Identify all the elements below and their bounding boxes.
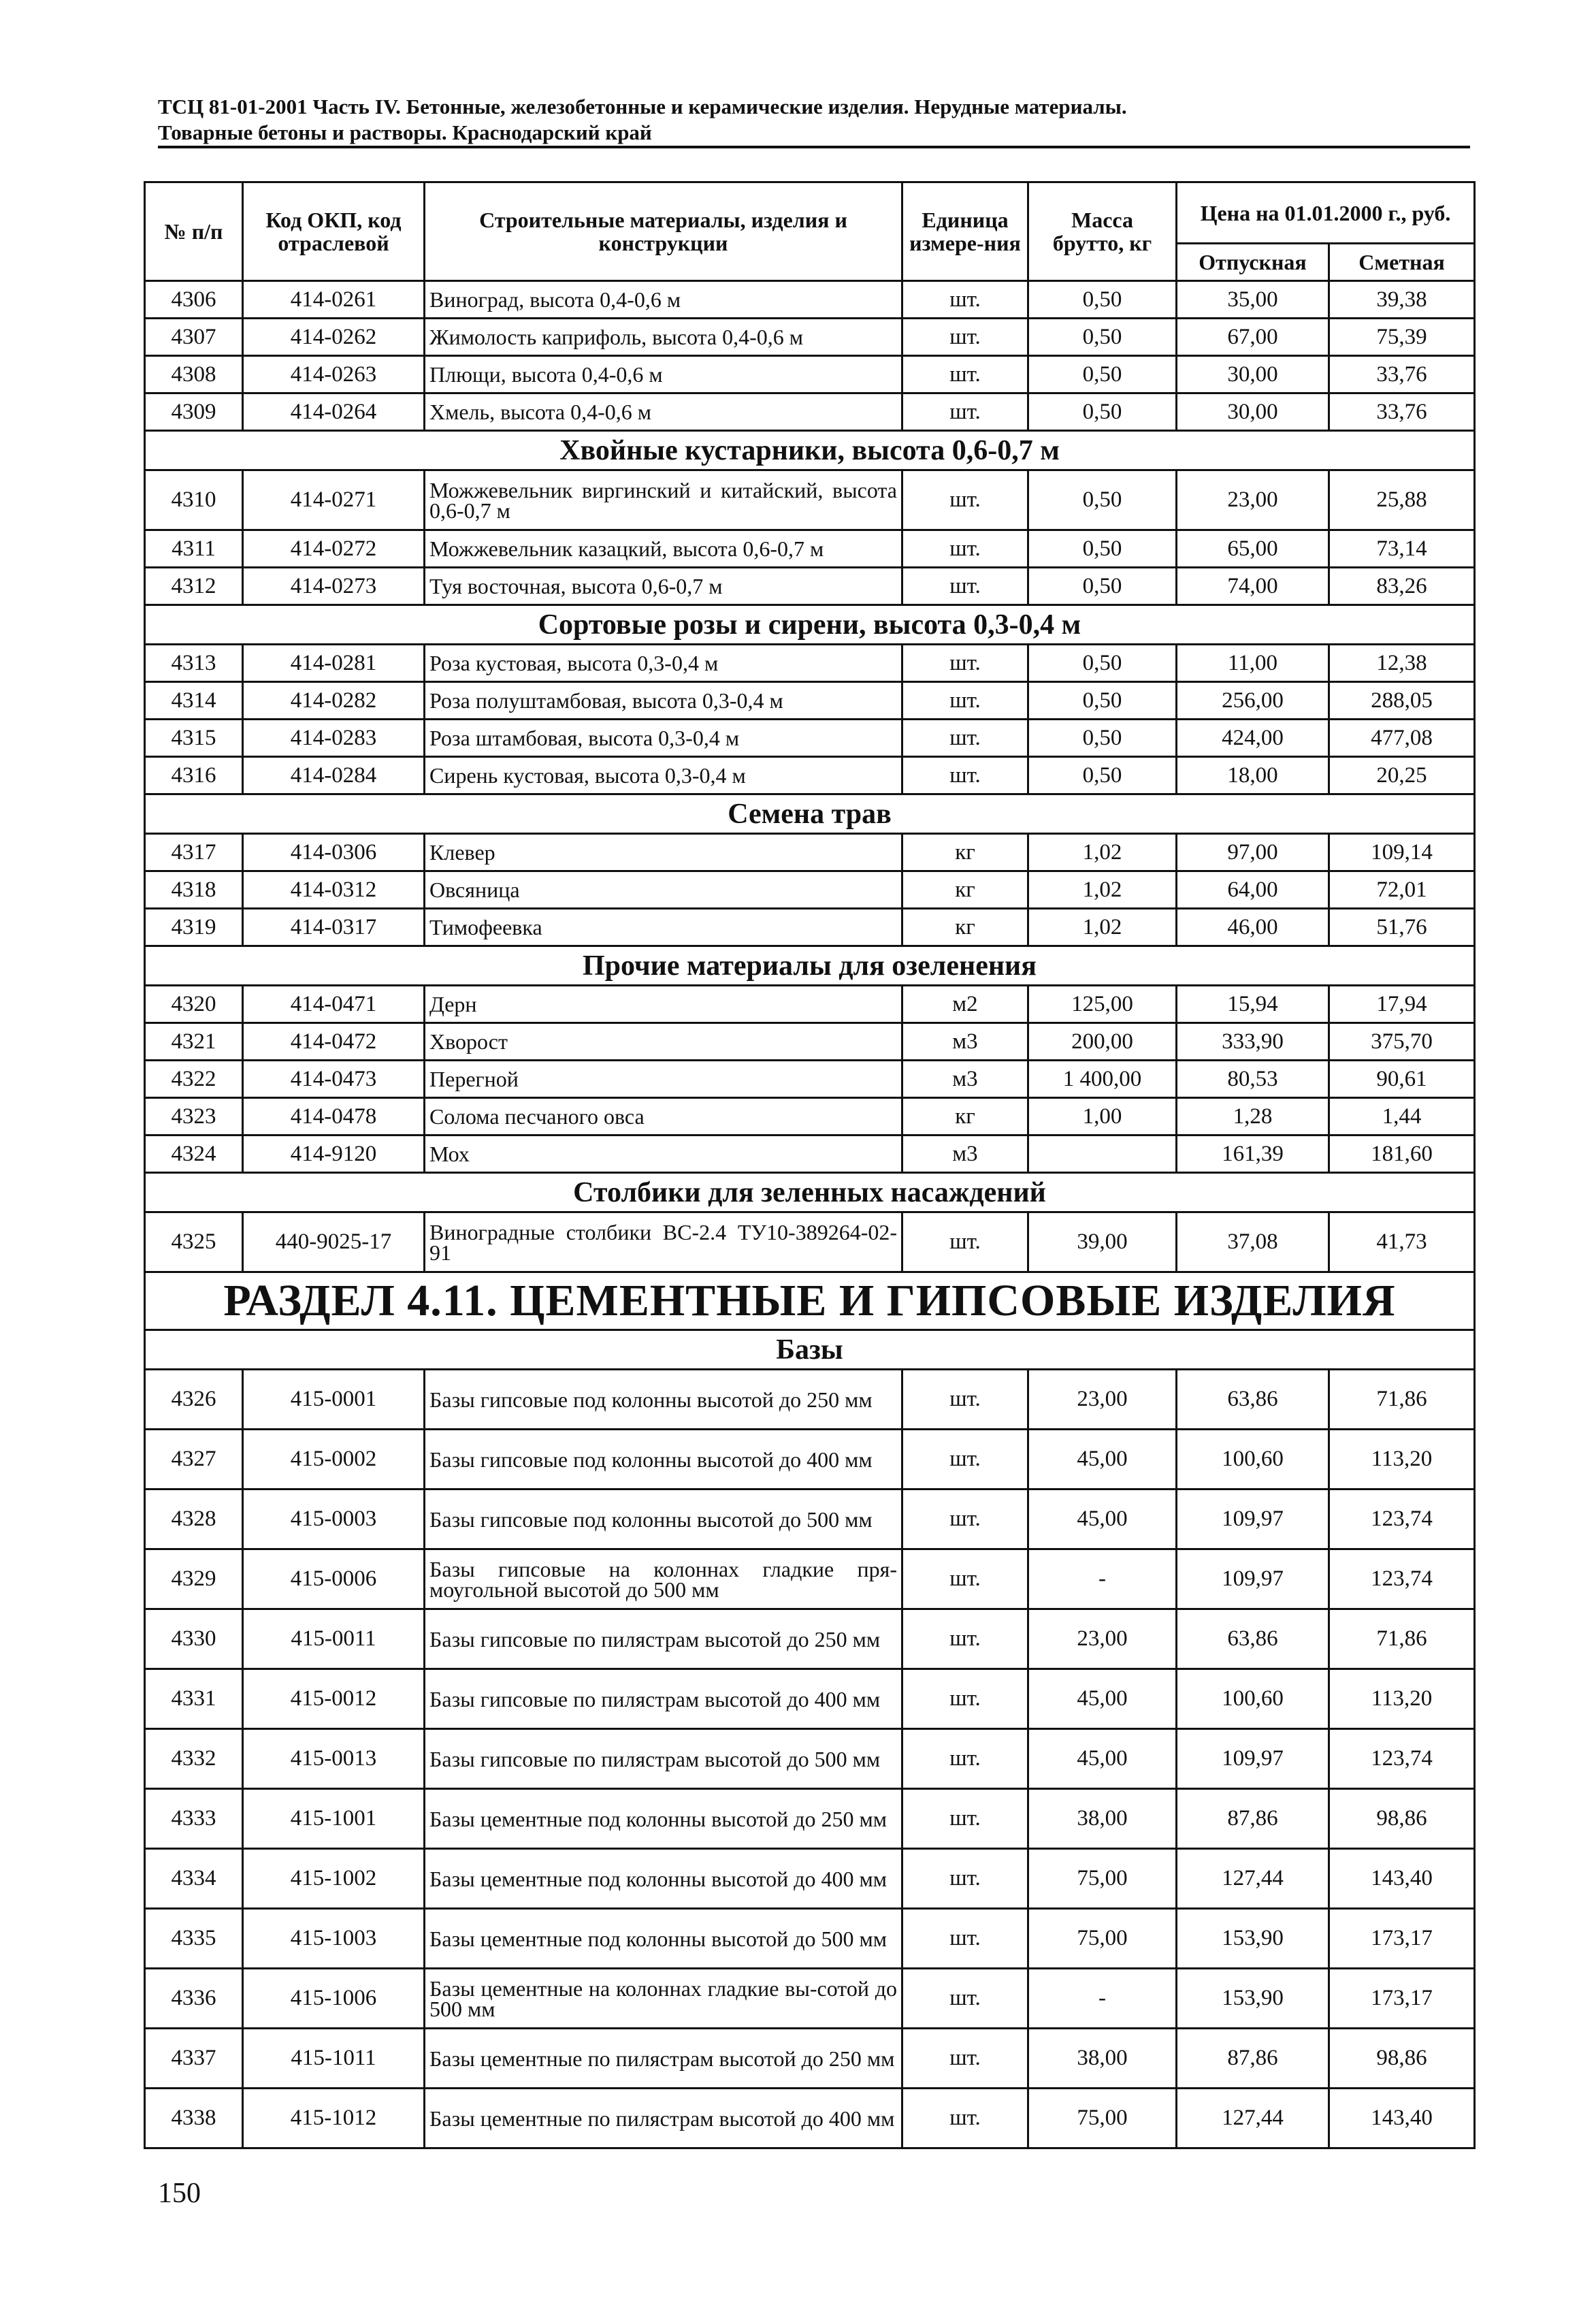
cell-num: 4338	[145, 2089, 243, 2148]
cell-num: 4312	[145, 568, 243, 605]
cell-mass: 0,50	[1028, 281, 1177, 319]
cell-name: Мох	[425, 1136, 902, 1173]
cell-mass: 1,00	[1028, 1098, 1177, 1136]
table-row	[145, 1609, 1475, 1669]
col-header-name: Строительные материалы, изделия и конструкции	[425, 182, 902, 281]
cell-num: 4310	[145, 470, 243, 530]
cell-unit: шт.	[902, 530, 1028, 568]
section-heading: РАЗДЕЛ 4.11. ЦЕМЕНТНЫЕ И ГИПСОВЫЕ ИЗДЕЛИЯ	[145, 1272, 1475, 1330]
cell-release-price: 153,90	[1177, 1909, 1329, 1969]
table-row	[145, 2029, 1475, 2089]
cell-num: 4334	[145, 1849, 243, 1909]
cell-release-price: 153,90	[1177, 1969, 1329, 2029]
cell-mass: 45,00	[1028, 1729, 1177, 1789]
table-row	[145, 1789, 1475, 1849]
cell-estimate-price: 75,39	[1329, 319, 1475, 356]
cell-mass: 200,00	[1028, 1023, 1177, 1061]
cell-code: 414-0317	[243, 909, 425, 946]
cell-name: Хмель, высота 0,4-0,6 м	[425, 393, 902, 431]
category-row	[145, 431, 1475, 470]
cell-unit: шт.	[902, 1669, 1028, 1729]
cell-unit: шт.	[902, 1212, 1028, 1272]
cell-release-price: 35,00	[1177, 281, 1329, 319]
cell-mass: 0,50	[1028, 568, 1177, 605]
cell-num: 4313	[145, 645, 243, 682]
cell-num: 4327	[145, 1430, 243, 1489]
table-row	[145, 720, 1475, 757]
cell-name: Базы гипсовые по пилястрам высотой до 250 мм	[425, 1609, 902, 1669]
cell-mass: 0,50	[1028, 356, 1177, 393]
table-row	[145, 1061, 1475, 1098]
cell-num: 4323	[145, 1098, 243, 1136]
cell-unit: шт.	[902, 1909, 1028, 1969]
cell-unit: шт.	[902, 1969, 1028, 2029]
cell-estimate-price: 288,05	[1329, 682, 1475, 720]
cell-name: Дерн	[425, 986, 902, 1023]
table-row	[145, 1969, 1475, 2029]
cell-estimate-price: 71,86	[1329, 1370, 1475, 1430]
cell-estimate-price: 173,17	[1329, 1969, 1475, 2029]
table-row	[145, 1136, 1475, 1173]
cell-name: Виноградные столбики ВС-2.4 ТУ10-389264-02-91	[425, 1212, 902, 1272]
table-row	[145, 909, 1475, 946]
cell-mass: 0,50	[1028, 682, 1177, 720]
cell-release-price: 161,39	[1177, 1136, 1329, 1173]
cell-num: 4307	[145, 319, 243, 356]
cell-estimate-price: 25,88	[1329, 470, 1475, 530]
cell-code: 415-1006	[243, 1969, 425, 2029]
cell-release-price: 30,00	[1177, 393, 1329, 431]
cell-estimate-price: 109,14	[1329, 834, 1475, 871]
cell-code: 414-0478	[243, 1098, 425, 1136]
header-rule	[158, 146, 1470, 148]
cell-estimate-price: 41,73	[1329, 1212, 1475, 1272]
table-row	[145, 1098, 1475, 1136]
cell-code: 414-0272	[243, 530, 425, 568]
cell-unit: шт.	[902, 568, 1028, 605]
cell-release-price: 333,90	[1177, 1023, 1329, 1061]
document-header	[158, 94, 1471, 146]
cell-code: 415-0012	[243, 1669, 425, 1729]
cell-release-price: 23,00	[1177, 470, 1329, 530]
cell-unit: шт.	[902, 682, 1028, 720]
cell-code: 414-0262	[243, 319, 425, 356]
cell-name: Базы цементные под колонны высотой до 250 мм	[425, 1789, 902, 1849]
cell-release-price: 74,00	[1177, 568, 1329, 605]
table-row	[145, 356, 1475, 393]
cell-code: 414-0306	[243, 834, 425, 871]
cell-mass: 38,00	[1028, 2029, 1177, 2089]
cell-mass: 0,50	[1028, 757, 1177, 794]
cell-name: Базы гипсовые на колоннах гладкие пря-моугольной высотой до 500 мм	[425, 1549, 902, 1609]
cell-estimate-price: 98,86	[1329, 2029, 1475, 2089]
section-heading-row	[145, 1272, 1475, 1330]
cell-unit: шт.	[902, 1789, 1028, 1849]
table-row	[145, 530, 1475, 568]
cell-release-price: 67,00	[1177, 319, 1329, 356]
col-header-estimate: Сметная	[1329, 244, 1475, 281]
cell-num: 4330	[145, 1609, 243, 1669]
cell-unit: шт.	[902, 319, 1028, 356]
cell-name: Плющи, высота 0,4-0,6 м	[425, 356, 902, 393]
cell-estimate-price: 123,74	[1329, 1729, 1475, 1789]
cell-mass: 0,50	[1028, 645, 1177, 682]
cell-estimate-price: 39,38	[1329, 281, 1475, 319]
cell-unit: шт.	[902, 1549, 1028, 1609]
table-row	[145, 1489, 1475, 1549]
cell-unit: шт.	[902, 1489, 1028, 1549]
table-row	[145, 1909, 1475, 1969]
category-heading: Сортовые розы и сирени, высота 0,3-0,4 м	[145, 605, 1475, 645]
cell-release-price: 18,00	[1177, 757, 1329, 794]
cell-num: 4328	[145, 1489, 243, 1549]
table-row	[145, 682, 1475, 720]
cell-estimate-price: 98,86	[1329, 1789, 1475, 1849]
category-heading: Базы	[145, 1330, 1475, 1370]
cell-release-price: 256,00	[1177, 682, 1329, 720]
cell-mass: 0,50	[1028, 470, 1177, 530]
cell-release-price: 64,00	[1177, 871, 1329, 909]
cell-unit: кг	[902, 909, 1028, 946]
cell-name: Можжевельник казацкий, высота 0,6-0,7 м	[425, 530, 902, 568]
cell-name: Базы гипсовые под колонны высотой до 500 мм	[425, 1489, 902, 1549]
cell-num: 4318	[145, 871, 243, 909]
category-heading: Столбики для зеленных насаждений	[145, 1173, 1475, 1212]
cell-num: 4332	[145, 1729, 243, 1789]
cell-code: 415-0013	[243, 1729, 425, 1789]
table-row	[145, 1430, 1475, 1489]
cell-estimate-price: 51,76	[1329, 909, 1475, 946]
cell-code: 414-0471	[243, 986, 425, 1023]
col-header-code: Код ОКП, код отраслевой	[243, 182, 425, 281]
table-row	[145, 757, 1475, 794]
cell-estimate-price: 33,76	[1329, 393, 1475, 431]
cell-code: 414-0284	[243, 757, 425, 794]
table-body	[145, 281, 1475, 2148]
cell-num: 4308	[145, 356, 243, 393]
cell-code: 414-9120	[243, 1136, 425, 1173]
col-header-num: № п/п	[145, 182, 243, 281]
category-heading: Прочие материалы для озеленения	[145, 946, 1475, 986]
cell-code: 415-1001	[243, 1789, 425, 1849]
price-table	[144, 181, 1476, 2149]
cell-num: 4314	[145, 682, 243, 720]
cell-name: Базы цементные под колонны высотой до 400 мм	[425, 1849, 902, 1909]
cell-unit: кг	[902, 871, 1028, 909]
cell-name: Овсяница	[425, 871, 902, 909]
cell-name: Виноград, высота 0,4-0,6 м	[425, 281, 902, 319]
cell-estimate-price: 113,20	[1329, 1430, 1475, 1489]
cell-estimate-price: 123,74	[1329, 1489, 1475, 1549]
cell-mass: 1 400,00	[1028, 1061, 1177, 1098]
cell-unit: шт.	[902, 1849, 1028, 1909]
cell-code: 415-1012	[243, 2089, 425, 2148]
cell-mass: 75,00	[1028, 1849, 1177, 1909]
cell-code: 415-0001	[243, 1370, 425, 1430]
cell-release-price: 100,60	[1177, 1669, 1329, 1729]
cell-name: Тимофеевка	[425, 909, 902, 946]
cell-mass: 1,02	[1028, 834, 1177, 871]
page-number: 150	[158, 2178, 201, 2209]
cell-num: 4306	[145, 281, 243, 319]
cell-mass: 23,00	[1028, 1609, 1177, 1669]
cell-unit: кг	[902, 1098, 1028, 1136]
cell-release-price: 80,53	[1177, 1061, 1329, 1098]
cell-release-price: 109,97	[1177, 1549, 1329, 1609]
cell-estimate-price: 375,70	[1329, 1023, 1475, 1061]
cell-estimate-price: 12,38	[1329, 645, 1475, 682]
cell-mass: 45,00	[1028, 1489, 1177, 1549]
cell-release-price: 15,94	[1177, 986, 1329, 1023]
cell-code: 414-0261	[243, 281, 425, 319]
table-row	[145, 1669, 1475, 1729]
cell-num: 4319	[145, 909, 243, 946]
cell-mass: 45,00	[1028, 1669, 1177, 1729]
cell-num: 4321	[145, 1023, 243, 1061]
cell-code: 414-0282	[243, 682, 425, 720]
cell-mass: -	[1028, 1969, 1177, 2029]
cell-unit: м3	[902, 1136, 1028, 1173]
cell-name: Базы гипсовые по пилястрам высотой до 500 мм	[425, 1729, 902, 1789]
cell-name: Базы цементные по пилястрам высотой до 400 мм	[425, 2089, 902, 2148]
cell-estimate-price: 71,86	[1329, 1609, 1475, 1669]
category-row	[145, 1330, 1475, 1370]
cell-num: 4316	[145, 757, 243, 794]
cell-name: Базы цементные на колоннах гладкие вы-сотой до 500 мм	[425, 1969, 902, 2029]
header-line-2: Товарные бетоны и растворы. Краснодарский край	[158, 120, 652, 144]
cell-mass: 75,00	[1028, 1909, 1177, 1969]
cell-estimate-price: 72,01	[1329, 871, 1475, 909]
cell-name: Можжевельник виргинский и китайский, высота 0,6-0,7 м	[425, 470, 902, 530]
cell-num: 4317	[145, 834, 243, 871]
cell-code: 415-1002	[243, 1849, 425, 1909]
cell-num: 4322	[145, 1061, 243, 1098]
cell-unit: м3	[902, 1023, 1028, 1061]
cell-unit: шт.	[902, 1370, 1028, 1430]
cell-num: 4324	[145, 1136, 243, 1173]
table-row	[145, 1549, 1475, 1609]
cell-release-price: 37,08	[1177, 1212, 1329, 1272]
cell-estimate-price: 113,20	[1329, 1669, 1475, 1729]
cell-code: 415-1003	[243, 1909, 425, 1969]
cell-code: 415-1011	[243, 2029, 425, 2089]
cell-name: Туя восточная, высота 0,6-0,7 м	[425, 568, 902, 605]
category-row	[145, 946, 1475, 986]
cell-release-price: 109,97	[1177, 1729, 1329, 1789]
cell-estimate-price: 173,17	[1329, 1909, 1475, 1969]
cell-mass: 1,02	[1028, 871, 1177, 909]
cell-code: 414-0472	[243, 1023, 425, 1061]
cell-name: Жимолость каприфоль, высота 0,4-0,6 м	[425, 319, 902, 356]
cell-mass: 0,50	[1028, 720, 1177, 757]
cell-num: 4333	[145, 1789, 243, 1849]
header-line-1: ТСЦ 81-01-2001 Часть IV. Бетонные, железобетонные и керамические изделия. Нерудные материалы.	[158, 95, 1127, 118]
table-row	[145, 1212, 1475, 1272]
table-row	[145, 319, 1475, 356]
table-row	[145, 986, 1475, 1023]
table-row	[145, 1370, 1475, 1430]
cell-unit: м2	[902, 986, 1028, 1023]
cell-mass: 0,50	[1028, 393, 1177, 431]
cell-num: 4320	[145, 986, 243, 1023]
cell-unit: шт.	[902, 2089, 1028, 2148]
cell-num: 4326	[145, 1370, 243, 1430]
cell-release-price: 87,86	[1177, 2029, 1329, 2089]
cell-name: Базы гипсовые под колонны высотой до 400 мм	[425, 1430, 902, 1489]
col-header-mass: Масса брутто, кг	[1028, 182, 1177, 281]
table-row	[145, 871, 1475, 909]
cell-name: Роза кустовая, высота 0,3-0,4 м	[425, 645, 902, 682]
cell-name: Базы гипсовые под колонны высотой до 250 мм	[425, 1370, 902, 1430]
cell-mass: 38,00	[1028, 1789, 1177, 1849]
cell-code: 414-0312	[243, 871, 425, 909]
cell-num: 4336	[145, 1969, 243, 2029]
cell-estimate-price: 181,60	[1329, 1136, 1475, 1173]
cell-release-price: 1,28	[1177, 1098, 1329, 1136]
cell-estimate-price: 73,14	[1329, 530, 1475, 568]
cell-estimate-price: 20,25	[1329, 757, 1475, 794]
cell-code: 414-0264	[243, 393, 425, 431]
cell-release-price: 109,97	[1177, 1489, 1329, 1549]
cell-unit: шт.	[902, 2029, 1028, 2089]
cell-name: Базы цементные по пилястрам высотой до 250 мм	[425, 2029, 902, 2089]
cell-num: 4311	[145, 530, 243, 568]
cell-estimate-price: 90,61	[1329, 1061, 1475, 1098]
cell-release-price: 46,00	[1177, 909, 1329, 946]
cell-release-price: 63,86	[1177, 1609, 1329, 1669]
cell-code: 414-0271	[243, 470, 425, 530]
cell-name: Базы цементные под колонны высотой до 500 мм	[425, 1909, 902, 1969]
cell-unit: шт.	[902, 1609, 1028, 1669]
cell-estimate-price: 1,44	[1329, 1098, 1475, 1136]
cell-num: 4315	[145, 720, 243, 757]
cell-code: 414-0473	[243, 1061, 425, 1098]
cell-mass: 0,50	[1028, 530, 1177, 568]
cell-num: 4337	[145, 2029, 243, 2089]
cell-mass: 75,00	[1028, 2089, 1177, 2148]
cell-unit: шт.	[902, 757, 1028, 794]
cell-mass: -	[1028, 1549, 1177, 1609]
cell-name: Базы гипсовые по пилястрам высотой до 400 мм	[425, 1669, 902, 1729]
table-row	[145, 645, 1475, 682]
cell-release-price: 97,00	[1177, 834, 1329, 871]
cell-estimate-price: 33,76	[1329, 356, 1475, 393]
cell-release-price: 63,86	[1177, 1370, 1329, 1430]
table-row	[145, 281, 1475, 319]
cell-mass: 1,02	[1028, 909, 1177, 946]
cell-unit: шт.	[902, 281, 1028, 319]
cell-num: 4335	[145, 1909, 243, 1969]
cell-code: 440-9025-17	[243, 1212, 425, 1272]
cell-code: 414-0263	[243, 356, 425, 393]
cell-unit: шт.	[902, 393, 1028, 431]
cell-mass	[1028, 1136, 1177, 1173]
cell-code: 415-0002	[243, 1430, 425, 1489]
cell-mass: 23,00	[1028, 1370, 1177, 1430]
cell-estimate-price: 143,40	[1329, 1849, 1475, 1909]
cell-release-price: 127,44	[1177, 2089, 1329, 2148]
cell-unit: шт.	[902, 1430, 1028, 1489]
cell-name: Роза полуштамбовая, высота 0,3-0,4 м	[425, 682, 902, 720]
cell-estimate-price: 143,40	[1329, 2089, 1475, 2148]
cell-name: Роза штамбовая, высота 0,3-0,4 м	[425, 720, 902, 757]
cell-code: 414-0273	[243, 568, 425, 605]
cell-mass: 45,00	[1028, 1430, 1177, 1489]
category-heading: Хвойные кустарники, высота 0,6-0,7 м	[145, 431, 1475, 470]
cell-num: 4325	[145, 1212, 243, 1272]
col-header-unit: Единица измере-ния	[902, 182, 1028, 281]
cell-unit: шт.	[902, 1729, 1028, 1789]
table-row	[145, 470, 1475, 530]
cell-release-price: 127,44	[1177, 1849, 1329, 1909]
cell-release-price: 65,00	[1177, 530, 1329, 568]
cell-unit: шт.	[902, 356, 1028, 393]
table-row	[145, 393, 1475, 431]
cell-name: Хворост	[425, 1023, 902, 1061]
col-header-price: Цена на 01.01.2000 г., руб.	[1177, 182, 1475, 244]
cell-estimate-price: 477,08	[1329, 720, 1475, 757]
cell-release-price: 424,00	[1177, 720, 1329, 757]
category-heading: Семена трав	[145, 794, 1475, 834]
table-row	[145, 1849, 1475, 1909]
category-row	[145, 605, 1475, 645]
cell-estimate-price: 83,26	[1329, 568, 1475, 605]
cell-num: 4309	[145, 393, 243, 431]
cell-estimate-price: 17,94	[1329, 986, 1475, 1023]
cell-code: 415-0003	[243, 1489, 425, 1549]
category-row	[145, 1173, 1475, 1212]
cell-name: Клевер	[425, 834, 902, 871]
cell-release-price: 100,60	[1177, 1430, 1329, 1489]
table-row	[145, 1023, 1475, 1061]
cell-code: 414-0283	[243, 720, 425, 757]
cell-release-price: 87,86	[1177, 1789, 1329, 1849]
cell-mass: 39,00	[1028, 1212, 1177, 1272]
cell-code: 415-0011	[243, 1609, 425, 1669]
cell-unit: м3	[902, 1061, 1028, 1098]
cell-unit: шт.	[902, 470, 1028, 530]
col-header-release: Отпускная	[1177, 244, 1329, 281]
table-row	[145, 834, 1475, 871]
cell-unit: шт.	[902, 645, 1028, 682]
cell-estimate-price: 123,74	[1329, 1549, 1475, 1609]
cell-name: Солома песчаного овса	[425, 1098, 902, 1136]
cell-num: 4331	[145, 1669, 243, 1729]
table-row	[145, 2089, 1475, 2148]
cell-name: Сирень кустовая, высота 0,3-0,4 м	[425, 757, 902, 794]
cell-code: 414-0281	[243, 645, 425, 682]
table-row	[145, 1729, 1475, 1789]
cell-mass: 125,00	[1028, 986, 1177, 1023]
cell-code: 415-0006	[243, 1549, 425, 1609]
cell-unit: кг	[902, 834, 1028, 871]
cell-unit: шт.	[902, 720, 1028, 757]
cell-num: 4329	[145, 1549, 243, 1609]
cell-release-price: 11,00	[1177, 645, 1329, 682]
cell-name: Перегной	[425, 1061, 902, 1098]
cell-mass: 0,50	[1028, 319, 1177, 356]
cell-release-price: 30,00	[1177, 356, 1329, 393]
category-row	[145, 794, 1475, 834]
table-row	[145, 568, 1475, 605]
